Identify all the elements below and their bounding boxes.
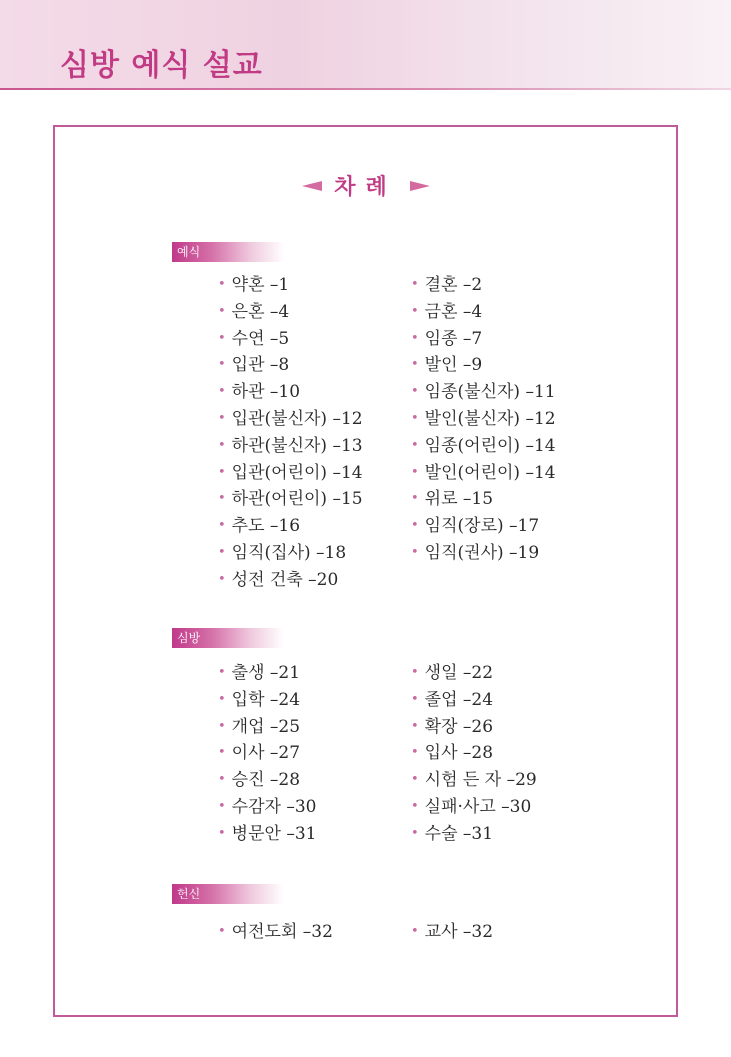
toc-entry[interactable] <box>218 515 300 539</box>
toc-entry[interactable] <box>218 689 300 713</box>
toc-entry-label: 은혼 –4 <box>231 301 290 322</box>
toc-entry-label: 이사 –27 <box>231 743 301 764</box>
toc-entry[interactable] <box>218 301 289 325</box>
toc-entry-label: 입학 –24 <box>231 689 301 710</box>
bullet-icon: • <box>411 665 419 680</box>
toc-entry-label: 발인(어린이) –14 <box>424 462 556 483</box>
toc-entry-label: 시험 든 자 –29 <box>424 770 537 791</box>
bullet-icon: • <box>411 303 419 319</box>
toc-entry[interactable] <box>218 742 300 766</box>
toc-entry[interactable] <box>218 716 300 740</box>
toc-entry-label: 수술 –31 <box>424 823 494 844</box>
toc-entry[interactable] <box>218 408 363 432</box>
toc-entry-label: 입사 –28 <box>424 743 494 764</box>
toc-entry-label: 임종(불신자) –11 <box>424 382 556 403</box>
toc-entry[interactable] <box>411 542 539 566</box>
toc-entry-label: 임직(권사) –19 <box>424 543 540 563</box>
bullet-icon: • <box>411 799 419 814</box>
toc-entry-label: 임종 –7 <box>424 328 483 349</box>
toc-entry-label: 위로 –15 <box>424 489 494 510</box>
bullet-icon: • <box>218 411 226 426</box>
toc-entry-label: 수감자 –30 <box>231 797 317 817</box>
toc-entry[interactable] <box>218 769 300 793</box>
toc-entry-label: 수연 –5 <box>231 328 290 349</box>
toc-entry-label: 승진 –28 <box>231 770 301 791</box>
toc-entry-label: 교사 –32 <box>424 922 494 942</box>
bullet-icon: • <box>218 357 226 373</box>
toc-entry[interactable] <box>218 542 346 566</box>
toc-entry[interactable] <box>411 408 556 432</box>
toc-entry-label: 약혼 –1 <box>231 275 290 295</box>
toc-entry-label: 입관(어린이) –14 <box>231 462 363 483</box>
toc-entry[interactable] <box>218 462 363 486</box>
section-label: 헌신 <box>172 884 284 904</box>
bullet-icon: • <box>411 464 419 480</box>
toc-entry[interactable] <box>411 435 556 459</box>
page-title: 심방 예식 설교 <box>60 48 263 83</box>
toc-entry[interactable] <box>218 662 300 686</box>
bullet-icon: • <box>411 384 419 400</box>
toc-entry-label: 임직(집사) –18 <box>231 543 347 563</box>
toc-entry[interactable] <box>411 381 556 405</box>
toc-entry-label: 임직(장로) –17 <box>424 516 540 537</box>
toc-title: 차례 <box>334 175 397 200</box>
section-label: 예식 <box>172 242 284 262</box>
toc-entry-label: 임종(어린이) –14 <box>424 435 556 456</box>
toc-entry-label: 하관(어린이) –15 <box>231 489 363 510</box>
toc-entry-label: 하관 –10 <box>231 382 301 403</box>
toc-entry[interactable] <box>218 488 363 512</box>
toc-entry-label: 생일 –22 <box>424 663 494 683</box>
bullet-icon: • <box>218 303 226 319</box>
toc-frame <box>53 125 678 1017</box>
bullet-icon: • <box>218 718 226 734</box>
toc-entry-label: 입관 –8 <box>231 355 290 376</box>
bullet-icon: • <box>411 411 419 426</box>
bullet-icon: • <box>218 437 226 453</box>
bullet-icon: • <box>218 384 226 400</box>
bullet-icon: • <box>218 924 226 939</box>
toc-entry[interactable] <box>411 823 493 847</box>
bullet-icon: • <box>218 330 226 346</box>
toc-entry[interactable] <box>411 515 539 539</box>
toc-entry[interactable] <box>218 823 316 847</box>
bullet-icon: • <box>218 491 226 507</box>
toc-entry[interactable] <box>411 742 493 766</box>
toc-entry-label: 개업 –25 <box>231 716 301 737</box>
toc-entry-label: 입관(불신자) –12 <box>231 409 363 429</box>
toc-entry[interactable] <box>411 301 482 325</box>
toc-entry[interactable] <box>218 328 289 352</box>
bullet-icon: • <box>411 745 419 761</box>
bullet-icon: • <box>411 357 419 373</box>
bullet-icon: • <box>411 924 419 939</box>
bullet-icon: • <box>218 799 226 814</box>
toc-entry-label: 발인 –9 <box>424 355 483 376</box>
bullet-icon: • <box>411 718 419 734</box>
bullet-icon: • <box>411 825 419 841</box>
toc-entry-label: 결혼 –2 <box>424 275 483 295</box>
toc-entry[interactable] <box>218 435 363 459</box>
toc-entry-label: 여전도회 –32 <box>231 922 333 942</box>
toc-entry-label: 실패·사고 –30 <box>424 797 532 817</box>
bullet-icon: • <box>218 691 226 707</box>
bullet-icon: • <box>411 691 419 707</box>
toc-entry[interactable] <box>218 569 338 593</box>
toc-entry[interactable] <box>218 921 333 945</box>
bullet-icon: • <box>411 772 419 788</box>
toc-entry[interactable] <box>218 796 316 820</box>
bullet-icon: • <box>411 518 419 534</box>
bullet-icon: • <box>218 665 226 680</box>
toc-entry[interactable] <box>218 381 300 405</box>
toc-entry[interactable] <box>411 769 537 793</box>
toc-entry-label: 졸업 –24 <box>424 689 494 710</box>
toc-entry-label: 금혼 –4 <box>424 301 483 322</box>
bullet-icon: • <box>411 545 419 560</box>
toc-entry[interactable] <box>411 796 531 820</box>
toc-entry-label: 성전 건축 –20 <box>231 569 339 590</box>
bullet-icon: • <box>218 745 226 761</box>
bullet-icon: • <box>218 571 226 587</box>
bullet-icon: • <box>411 437 419 453</box>
arrow-right-icon <box>410 181 430 191</box>
toc-entry[interactable] <box>411 662 493 686</box>
bullet-icon: • <box>411 491 419 507</box>
bullet-icon: • <box>411 330 419 346</box>
toc-entry-label: 출생 –21 <box>231 663 301 683</box>
toc-entry-label: 확장 –26 <box>424 716 494 737</box>
header-divider <box>0 88 731 90</box>
toc-entry[interactable] <box>218 274 289 298</box>
bullet-icon: • <box>218 772 226 788</box>
section-label: 심방 <box>172 628 284 648</box>
toc-entry[interactable] <box>411 328 482 352</box>
toc-entry[interactable] <box>411 462 556 486</box>
bullet-icon: • <box>218 545 226 560</box>
toc-entry[interactable] <box>411 488 493 512</box>
bullet-icon: • <box>218 277 226 292</box>
toc-entry[interactable] <box>411 354 482 378</box>
toc-entry[interactable] <box>411 689 493 713</box>
toc-entry[interactable] <box>411 716 493 740</box>
toc-entry-label: 하관(불신자) –13 <box>231 435 363 456</box>
toc-entry[interactable] <box>411 921 493 945</box>
toc-entry-label: 병문안 –31 <box>231 823 317 844</box>
toc-entry[interactable] <box>218 354 289 378</box>
bullet-icon: • <box>218 464 226 480</box>
toc-entry-label: 추도 –16 <box>231 516 301 537</box>
bullet-icon: • <box>411 277 419 292</box>
toc-entry[interactable] <box>411 274 482 298</box>
bullet-icon: • <box>218 825 226 841</box>
bullet-icon: • <box>218 518 226 534</box>
toc-entry-label: 발인(불신자) –12 <box>424 409 556 429</box>
